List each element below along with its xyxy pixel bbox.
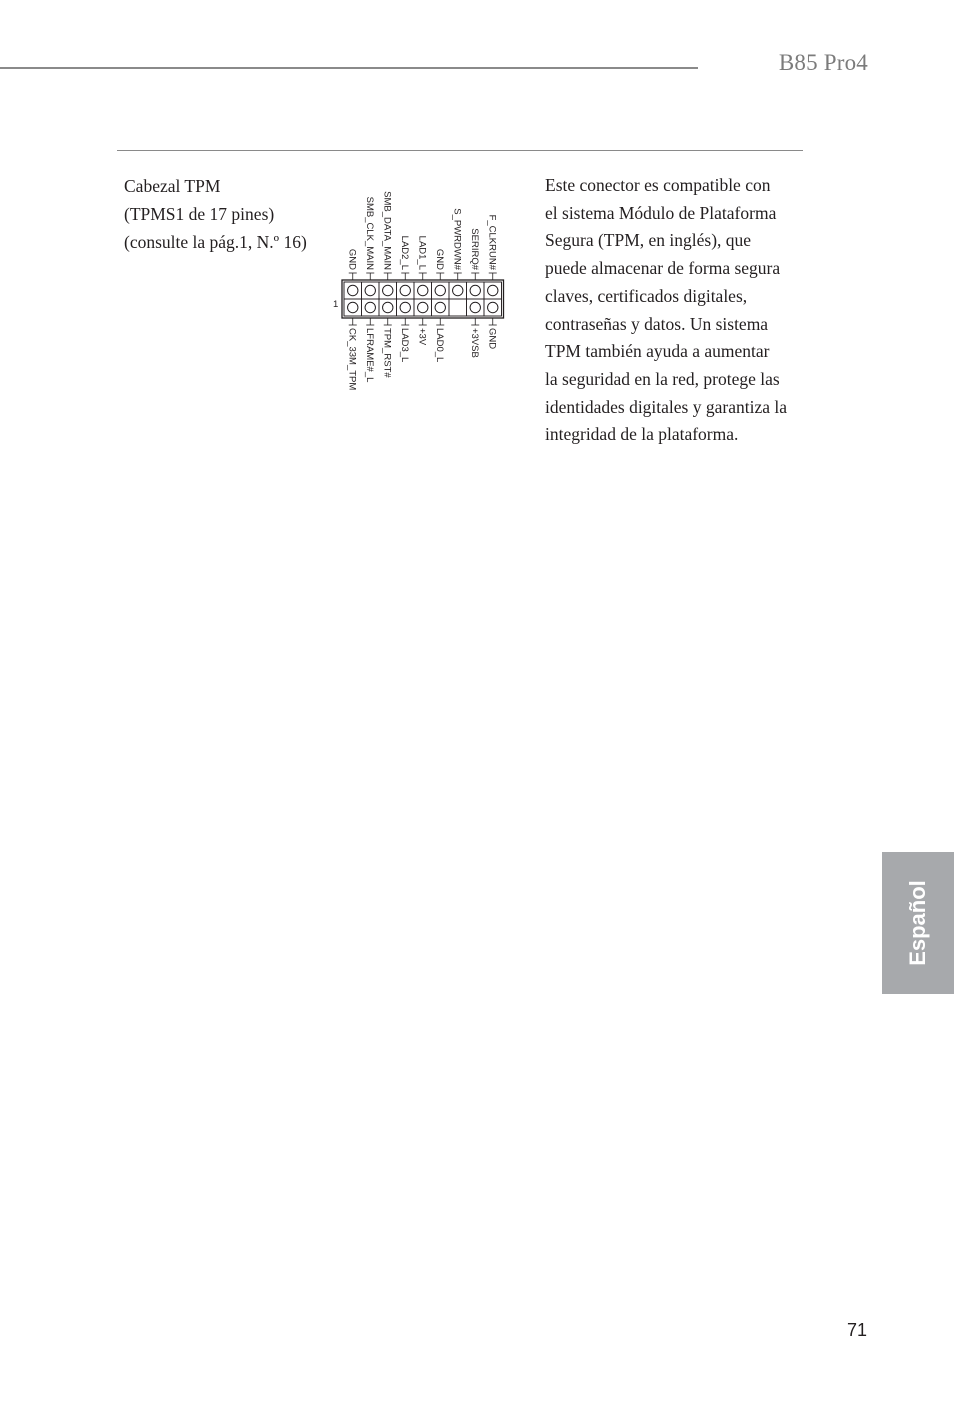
pin-cell-bottom [449, 299, 467, 316]
pin1-label: 1 [333, 299, 339, 310]
header-label-line: (consulte la pág.1, N.º 16) [124, 232, 307, 252]
pin-cell-top [397, 282, 415, 299]
pin-top [383, 285, 393, 295]
header-label [124, 172, 334, 256]
pin-cell-bottom [344, 299, 362, 316]
pin-label-bottom: LFRAME#_L [363, 328, 375, 383]
pin-cell-bottom [484, 299, 502, 316]
pin-top [348, 285, 358, 295]
description-line: Segura (TPM, en inglés), que [545, 230, 752, 251]
pin-label-top: F_CLKRUN# [486, 214, 498, 270]
pin-top [470, 285, 480, 295]
description-line: contraseñas y datos. Un sistema [545, 313, 769, 334]
page-number: 71 [847, 1320, 868, 1340]
pin-label-bottom: CK_33M_TPM [346, 328, 358, 391]
description-line: el sistema Módulo de Plataforma [545, 202, 777, 223]
language-tab-label: Español [905, 880, 930, 966]
pin-bottom [383, 302, 393, 312]
pin-label-top: LAD1_L [416, 235, 428, 270]
pin-label-top: S_PWRDWN# [451, 208, 463, 270]
pin-cell-top [484, 282, 502, 299]
pin-cell-top [467, 282, 485, 299]
pin-top [453, 285, 463, 295]
pin-bottom [365, 302, 375, 312]
pin-label-bottom: +3V [416, 328, 428, 346]
description-line: la seguridad en la red, protege las [545, 368, 780, 389]
pin-top [400, 285, 410, 295]
header-label-line: Cabezal TPM [124, 176, 221, 196]
description-line: integridad de la plataforma. [545, 424, 739, 445]
pin-cell-bottom [414, 299, 432, 316]
description-line: identidades digitales y garantiza la [545, 396, 787, 417]
pin-top [488, 285, 498, 295]
pin-bottom [488, 302, 498, 312]
pin-label-top: SMB_CLK_MAIN [363, 196, 375, 270]
pin-bottom [400, 302, 410, 312]
pin-top [365, 285, 375, 295]
pin-label-bottom: GND [486, 328, 498, 350]
description-line: puede almacenar de forma segura [545, 258, 781, 279]
top-rule [0, 67, 698, 69]
language-tab[interactable] [882, 852, 954, 994]
pin-cell-bottom [397, 299, 415, 316]
section-rule [117, 150, 803, 151]
pin-bottom [348, 302, 358, 312]
pin-cell-top [362, 282, 380, 299]
description-line: TPM también ayuda a aumentar [545, 341, 770, 362]
pin-bottom [470, 302, 480, 312]
description-line: Este conector es compatible con [545, 175, 771, 195]
tpm-connector-diagram [328, 176, 508, 396]
header-label-line: (TPMS1 de 17 pines) [124, 204, 275, 224]
pin-label-bottom: LAD0_L [433, 328, 445, 363]
pin-cell-bottom [362, 299, 380, 316]
pin-bottom [435, 302, 445, 312]
pin-cell-top [432, 282, 450, 299]
pin-cell-bottom [432, 299, 450, 316]
pin-label-top: SMB_DATA_MAIN [381, 191, 393, 270]
pin-top [418, 285, 428, 295]
pin-label-top: LAD2_L [398, 235, 410, 270]
pin-cell-top [414, 282, 432, 299]
pin-cell-top [379, 282, 397, 299]
description-line: claves, certificados digitales, [545, 285, 748, 306]
pin-label-bottom: TPM_RST# [381, 328, 393, 378]
pin-cell-bottom [467, 299, 485, 316]
model-title: B85 Pro4 [778, 50, 868, 75]
pin-label-top: SERIRQ# [468, 228, 480, 270]
pin-top [435, 285, 445, 295]
pin-cell-bottom [379, 299, 397, 316]
pin-label-top: GND [433, 248, 445, 270]
pin-bottom [418, 302, 428, 312]
pin-label-bottom: LAD3_L [398, 328, 410, 363]
pin-cell-top [449, 282, 467, 299]
pin-label-bottom: +3VSB [468, 328, 480, 358]
pin-cell-top [344, 282, 362, 299]
pin-label-top: GND [346, 248, 358, 270]
connector-description [545, 172, 805, 449]
